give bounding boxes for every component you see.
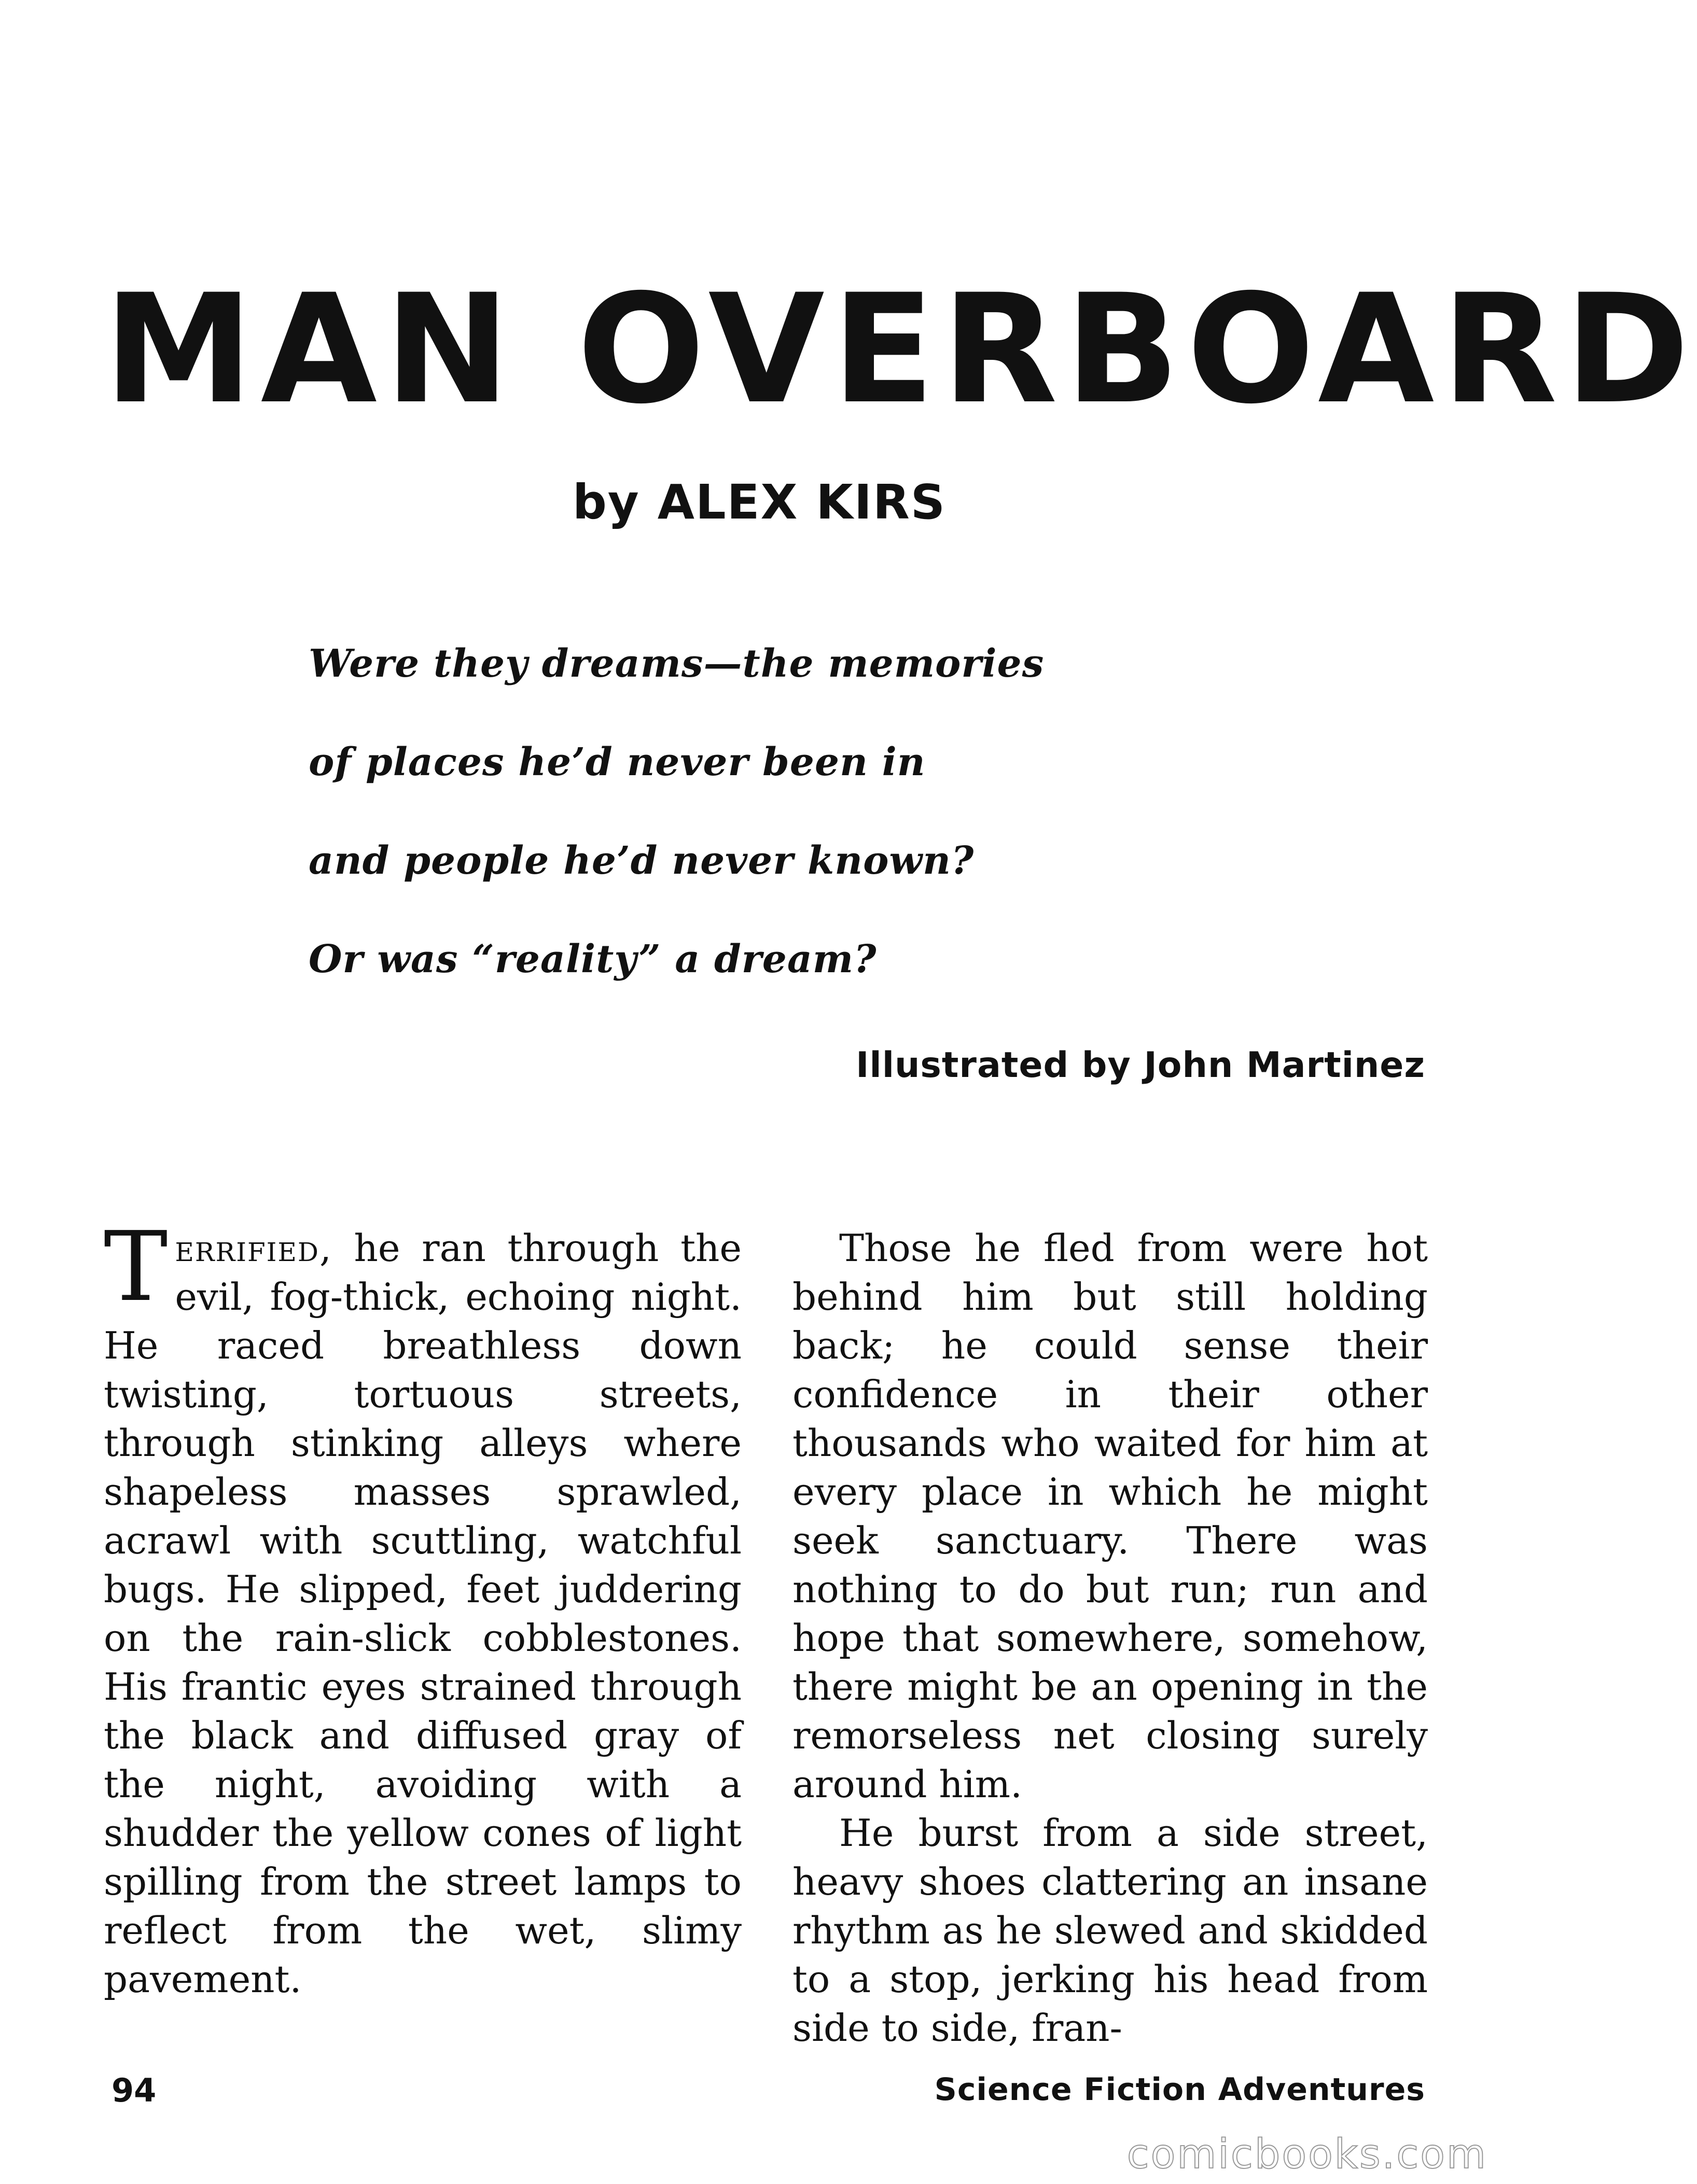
paragraph: Those he fled from were hot behind him but still holding back; he could sense their confidence in their other thousands who waited for him at every place in which he might seek sanctuary. There was nothing to do but run; run and hope that somewhere, somehow, there might be an opening in the remorseless net closing surely around him. <box>792 1226 1428 1806</box>
story-blurb <box>309 633 1294 1027</box>
author-byline: by ALEX KIRS <box>572 474 947 530</box>
magazine-name: Science Fiction Adventures <box>934 2071 1425 2108</box>
blurb-line: Were they dreams—the memories <box>309 641 1045 686</box>
smallcaps-lead: errified, <box>175 1226 332 1270</box>
blurb-line: Or was “reality” a dream? <box>309 937 877 982</box>
watermark-logo: comicbooks.com <box>1126 2131 1487 2178</box>
page-number: 94 <box>112 2071 157 2109</box>
opening-paragraph <box>104 1211 742 2004</box>
paragraph-text: he ran through the evil, fog-thick, echoing night. He raced breathless down twisting, tortuous streets, through stinking alleys where shapeless masses sprawled, acrawl with scuttling, watchful bugs. He slipped, feet juddering on the rain-slick cobblestones. His frantic eyes strained through the black and diffused gray of the night, avoiding with a shudder the yellow cones of light spilling from the street lamps to reflect from the wet, slimy pavement. <box>104 1226 742 2001</box>
blurb-line: and people he’d never known? <box>309 838 975 883</box>
paragraph: He burst from a side street, heavy shoes clattering an insane rhythm as he slewed and skidded to a stop, jerking his head from side to side, fran- <box>792 1811 1428 2050</box>
illustrator-credit: Illustrated by John Martinez <box>856 1045 1425 1086</box>
right-text-column <box>792 1224 1428 2052</box>
story-title: MAN OVERBOARD <box>104 262 1697 437</box>
drop-cap: T <box>104 1211 168 1323</box>
left-text-column <box>104 1211 742 2004</box>
blurb-line: of places he’d never been in <box>309 740 926 785</box>
